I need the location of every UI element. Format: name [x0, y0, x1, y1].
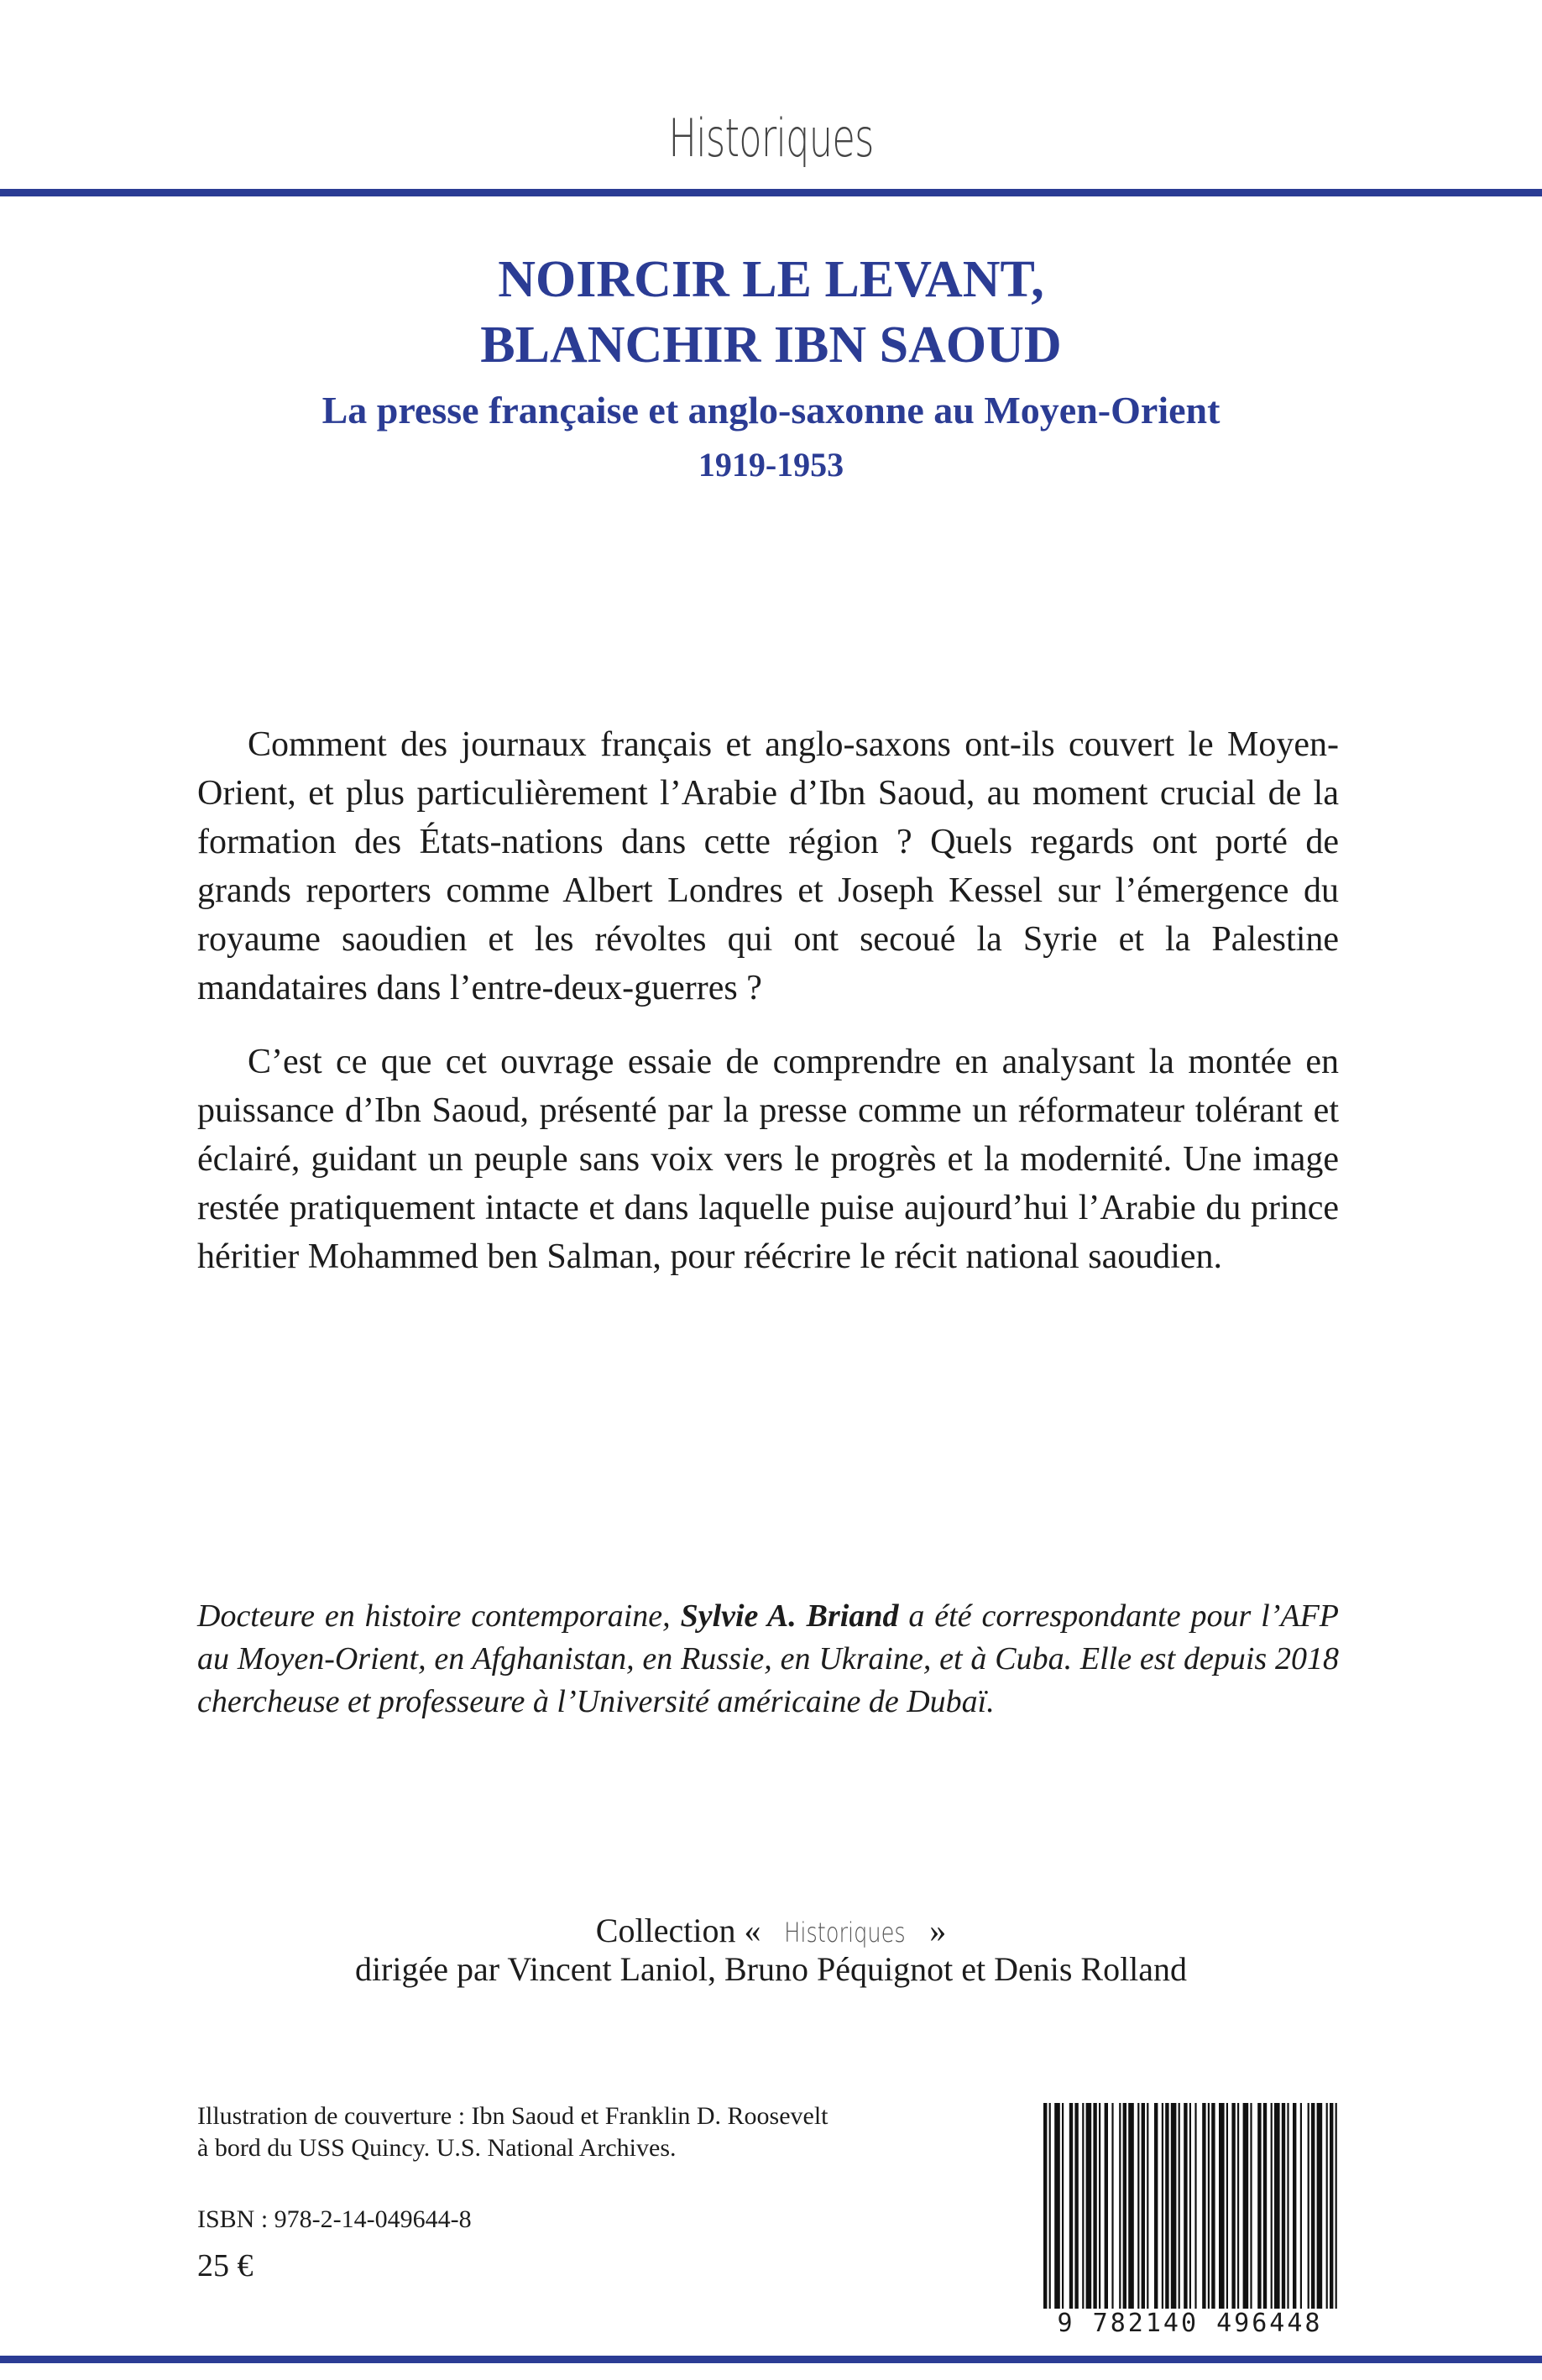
collection-series-name: Historiques	[784, 1917, 907, 1948]
barcode-bar	[1300, 2103, 1302, 2313]
barcode-bar	[1308, 2103, 1309, 2313]
barcode-bar	[1282, 2103, 1285, 2313]
barcode-bar	[1208, 2103, 1210, 2313]
barcode-bar	[1219, 2103, 1225, 2313]
barcode-bar	[1263, 2103, 1267, 2313]
cover-credits-line-1: Illustration de couverture : Ibn Saoud et Franklin D. Roosevelt	[197, 2102, 828, 2130]
barcode-bar	[1293, 2103, 1296, 2313]
barcode-bar	[1099, 2103, 1100, 2313]
collection-prefix: Collection «	[595, 1912, 761, 1949]
collection-suffix: »	[929, 1912, 947, 1949]
barcode-bar	[1179, 2103, 1180, 2313]
barcode-bar	[1194, 2103, 1196, 2313]
barcode-bar	[1336, 2103, 1337, 2313]
author-bio-intro: Docteure en histoire contemporaine,	[197, 1598, 681, 1634]
barcode-bar	[1137, 2103, 1139, 2313]
cover-credits	[197, 2100, 953, 2164]
barcode-bars	[1037, 2103, 1343, 2313]
barcode-bar	[1082, 2103, 1084, 2313]
barcode-bar	[1049, 2103, 1051, 2313]
author-bio-text: a été correspondante pour l’AFP au Moyen-Orient, en Afghanistan, en Russie, en Ukraine, et à Cuba. Elle est depuis 2018 chercheuse et professeure à l’Université américaine de Dubaï.	[197, 1598, 1339, 1719]
price: 25 €	[197, 2248, 254, 2283]
collection-directors: dirigée par Vincent Laniol, Bruno Péquignot et Denis Rolland	[354, 1950, 1188, 1988]
barcode-bar	[1119, 2103, 1121, 2313]
barcode-bar	[1086, 2103, 1092, 2313]
barcode-bar	[1154, 2103, 1158, 2313]
collection-line	[0, 1911, 1542, 1950]
barcode-bar	[1062, 2103, 1064, 2313]
barcode-bar	[1184, 2103, 1187, 2313]
barcode-bar	[1043, 2103, 1047, 2313]
book-subtitle: La presse française et anglo-saxonne au Moyen-Orient	[321, 389, 1221, 432]
barcode-bar	[1105, 2103, 1108, 2313]
blurb-paragraph-2: C’est ce que cet ouvrage essaie de comprendre en analysant la montée en puissance d’Ibn Saoud, présenté par la presse comme un réformateur tolérant et éclairé, guidant un peuple sans voix vers le progrès et la modernité. Une image restée pratiquement intacte et dans laquelle puise aujourd’hui l’Arabie du prince héritier Mohammed ben Salman, pour réécrire le récit national saoudien.	[197, 1043, 1339, 1276]
barcode-bar	[1257, 2103, 1261, 2313]
barcode-digits: 9 782140 496448	[1037, 2309, 1343, 2339]
barcode-bar	[1054, 2103, 1060, 2313]
barcode-bar	[1128, 2103, 1134, 2313]
author-name: Sylvie A. Briand	[680, 1598, 899, 1634]
barcode-bar	[1271, 2103, 1273, 2313]
barcode-bar	[1147, 2103, 1148, 2313]
barcode-bar	[1326, 2103, 1328, 2313]
isbn: ISBN : 978-2-14-049644-8	[197, 2205, 472, 2233]
barcode-bar	[1211, 2103, 1215, 2313]
bottom-rule	[0, 2356, 1542, 2363]
barcode-bar	[1317, 2103, 1323, 2313]
barcode-bar	[1074, 2103, 1078, 2313]
barcode-bar	[1330, 2103, 1333, 2313]
barcode-bar	[1243, 2103, 1249, 2313]
barcode-bar	[1171, 2103, 1177, 2313]
barcode-bar	[1123, 2103, 1126, 2313]
barcode-bar	[1142, 2103, 1145, 2313]
barcode-bar	[1093, 2103, 1096, 2313]
top-rule	[0, 189, 1542, 196]
cover-credits-line-2: à bord du USS Quincy. U.S. National Archives.	[197, 2134, 677, 2162]
barcode-bar	[1226, 2103, 1228, 2313]
barcode-bar	[1162, 2103, 1163, 2313]
barcode-bar	[1069, 2103, 1073, 2313]
barcode-bar	[1111, 2103, 1113, 2313]
barcode-bar	[1287, 2103, 1288, 2313]
barcode-bar	[1231, 2103, 1235, 2313]
blurb-paragraph-1: Comment des journaux français et anglo-saxons ont-ils couvert le Moyen-Orient, et plus particulièrement l’Arabie d’Ibn Saoud, au moment crucial de la formation des États-nations dans cette région ? Quels regards ont porté de grands reporters comme Albert Londres et Joseph Kessel sur l’émergence du royaume saoudien et les révoltes qui ont secoué la Syrie et la Palestine mandataires dans l’entre-deux-guerres ?	[197, 725, 1339, 1007]
author-bio	[197, 1595, 1339, 1724]
book-title-line-2: BLANCHIR IBN SAOUD	[480, 316, 1062, 374]
series-name: Historiques	[668, 107, 874, 169]
barcode-bar	[1311, 2103, 1315, 2313]
barcode-bar	[1250, 2103, 1252, 2313]
barcode-bar	[1237, 2103, 1239, 2313]
book-title-line-1: NOIRCIR LE LEVANT,	[498, 251, 1044, 308]
barcode	[1037, 2103, 1343, 2342]
barcode-bar	[1189, 2103, 1191, 2313]
barcode-bar	[1165, 2103, 1168, 2313]
barcode-bar	[1202, 2103, 1205, 2313]
barcode-bar	[1274, 2103, 1280, 2313]
book-years: 1919-1953	[698, 446, 844, 484]
